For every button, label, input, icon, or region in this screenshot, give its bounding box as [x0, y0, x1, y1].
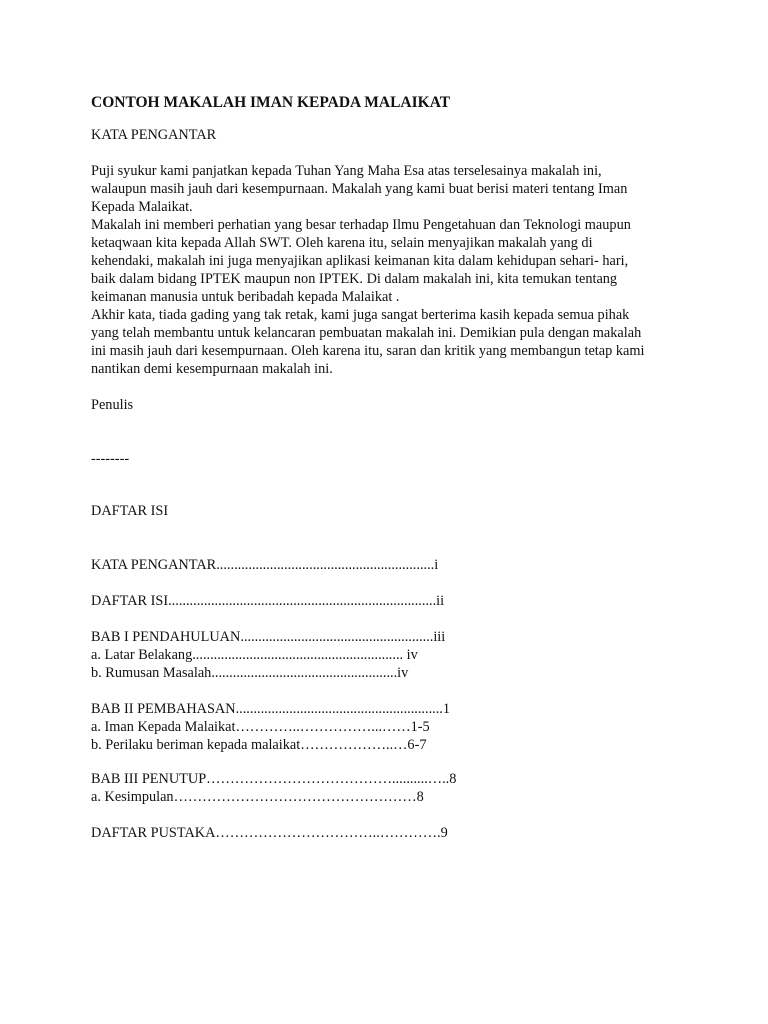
preface-line: nantikan demi kesempurnaan makalah ini.	[91, 361, 333, 377]
signature: Penulis	[91, 397, 134, 413]
toc-entry: a. Kesimpulan……………………………………………8	[91, 789, 424, 805]
preface-line: ketaqwaan kita kepada Allah SWT. Oleh karena itu, selain menyajikan makalah yang di	[91, 235, 593, 251]
toc-entry: a. Latar Belakang........................................................... iv	[91, 647, 418, 663]
preface-line: Makalah ini memberi perhatian yang besar terhadap Ilmu Pengetahuan dan Teknologi maupun	[91, 217, 631, 233]
toc-heading: DAFTAR ISI	[91, 503, 169, 519]
toc-entry: BAB I PENDAHULUAN......................................................iii	[91, 629, 446, 645]
preface-line: keimanan manusia untuk beribadah kepada Malaikat .	[91, 289, 400, 305]
toc-entry: KATA PENGANTAR.............................................................i	[91, 557, 439, 573]
preface-line: Kepada Malaikat.	[91, 199, 193, 215]
preface-line: kehendaki, makalah ini juga menyajikan aplikasi keimanan kita dalam kehidupan sehari- hari,	[91, 253, 629, 269]
preface-line: walaupun masih jauh dari kesempurnaan. Makalah yang kami buat berisi materi tentang Iman	[91, 181, 628, 197]
toc-entry: b. Perilaku beriman kepada malaikat………………..…6-7	[91, 737, 427, 753]
toc-entry: a. Iman Kepada Malaikat…………..……………...……1-5	[91, 719, 430, 735]
document-title: CONTOH MAKALAH IMAN KEPADA MALAIKAT	[91, 94, 451, 111]
toc-entry: BAB III PENUTUP…………………………………..........…..8	[91, 771, 457, 787]
toc-entry: b. Rumusan Masalah....................................................iv	[91, 665, 409, 681]
preface-line: ini masih jauh dari kesempurnaan. Oleh karena itu, saran dan kritik yang membangun tetap kami	[91, 343, 645, 359]
preface-line: Puji syukur kami panjatkan kepada Tuhan Yang Maha Esa atas terselesainya makalah ini,	[91, 163, 602, 179]
separator: --------	[91, 451, 130, 467]
toc-entry: DAFTAR PUSTAKA……………………………..………….9	[91, 825, 448, 841]
preface-heading: KATA PENGANTAR	[91, 127, 217, 143]
toc-entry: DAFTAR ISI...........................................................................ii	[91, 593, 445, 609]
preface-line: Akhir kata, tiada gading yang tak retak, kami juga sangat berterima kasih kepada semua pihak	[91, 307, 630, 323]
preface-line: baik dalam bidang IPTEK maupun non IPTEK. Di dalam makalah ini, kita temukan tentang	[91, 271, 618, 287]
preface-line: yang telah membantu untuk kelancaran pembuatan makalah ini. Demikian pula dengan makalah	[91, 325, 642, 341]
toc-entry: BAB II PEMBAHASAN..........................................................1	[91, 701, 451, 717]
